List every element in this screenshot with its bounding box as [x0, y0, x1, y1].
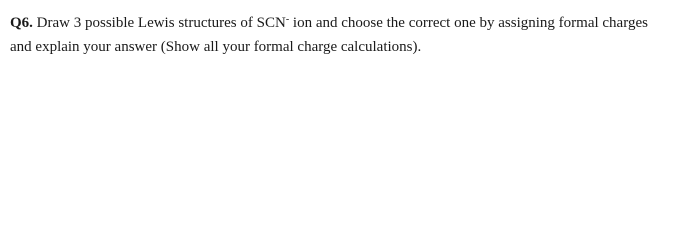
- question-q6: [10, 11, 694, 59]
- question-text-part-1: Draw 3 possible Lewis structures of SCN: [32, 15, 286, 31]
- question-text-part-2: ion and choose the correct one by assigning formal charges: [289, 15, 648, 31]
- question-line-1: [10, 11, 694, 35]
- question-line-2: and explain your answer (Show all your formal charge calculations).: [10, 39, 422, 55]
- question-number: Q6.: [10, 15, 33, 31]
- ion-charge-superscript: -: [285, 14, 290, 25]
